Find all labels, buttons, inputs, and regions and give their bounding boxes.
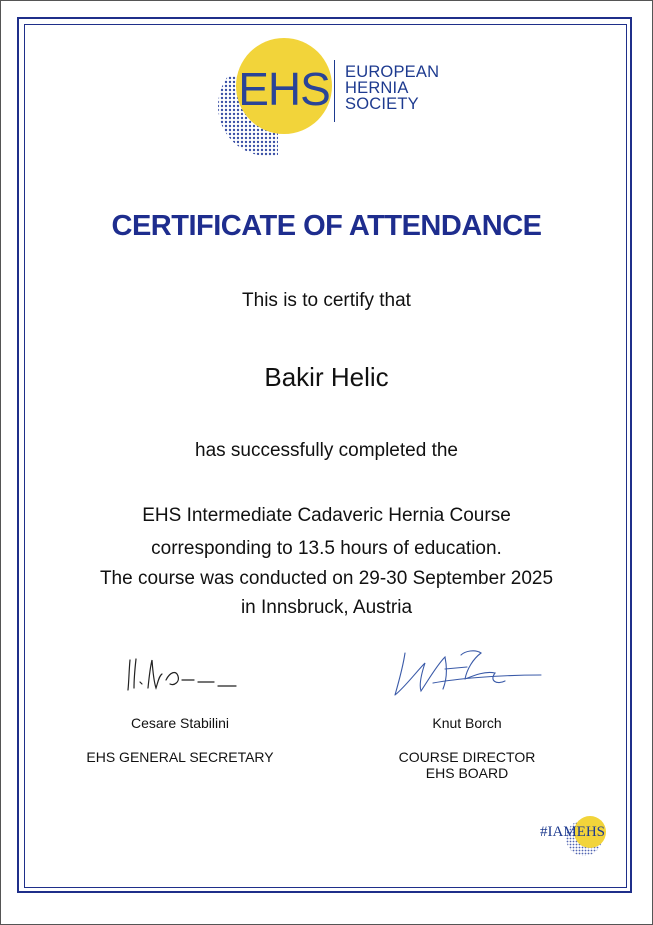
logo-line-society: SOCIETY <box>345 95 419 113</box>
completed-line: has successfully completed the <box>195 440 458 461</box>
signatory-1-name: Cesare Stabilini <box>130 715 230 731</box>
signatory-2-name: Knut Borch <box>432 715 502 731</box>
certificate-title: CERTIFICATE OF ATTENDANCE <box>111 210 542 242</box>
iamehs-badge <box>536 810 611 858</box>
svg-text:EHS: EHS <box>238 63 330 115</box>
course-location: in Innsbruck, Austria <box>240 597 413 618</box>
signature-stabilini <box>118 650 253 698</box>
certify-line: This is to certify that <box>242 290 411 311</box>
logo-line-hernia: HERNIA <box>345 79 409 97</box>
logo-line-european: EUROPEAN <box>345 63 440 81</box>
badge-text: #IAMEHS <box>540 824 606 840</box>
course-dates: The course was conducted on 29-30 September 2025 <box>99 568 554 589</box>
signatory-2-role-line2: EHS BOARD <box>425 765 509 781</box>
course-hours: corresponding to 13.5 hours of education. <box>151 538 502 559</box>
ehs-logo <box>200 36 460 161</box>
logo-divider <box>334 60 335 122</box>
ehs-logo-mark <box>200 36 340 161</box>
recipient-name: Bakir Helic <box>264 362 389 392</box>
signature-borch <box>385 645 550 705</box>
logo-wordmark <box>345 64 439 112</box>
signatory-2-role: COURSE DIRECTOR <box>398 749 536 765</box>
signatory-1-role: EHS GENERAL SECRETARY <box>86 749 274 765</box>
course-title: EHS Intermediate Cadaveric Hernia Course <box>142 505 511 526</box>
